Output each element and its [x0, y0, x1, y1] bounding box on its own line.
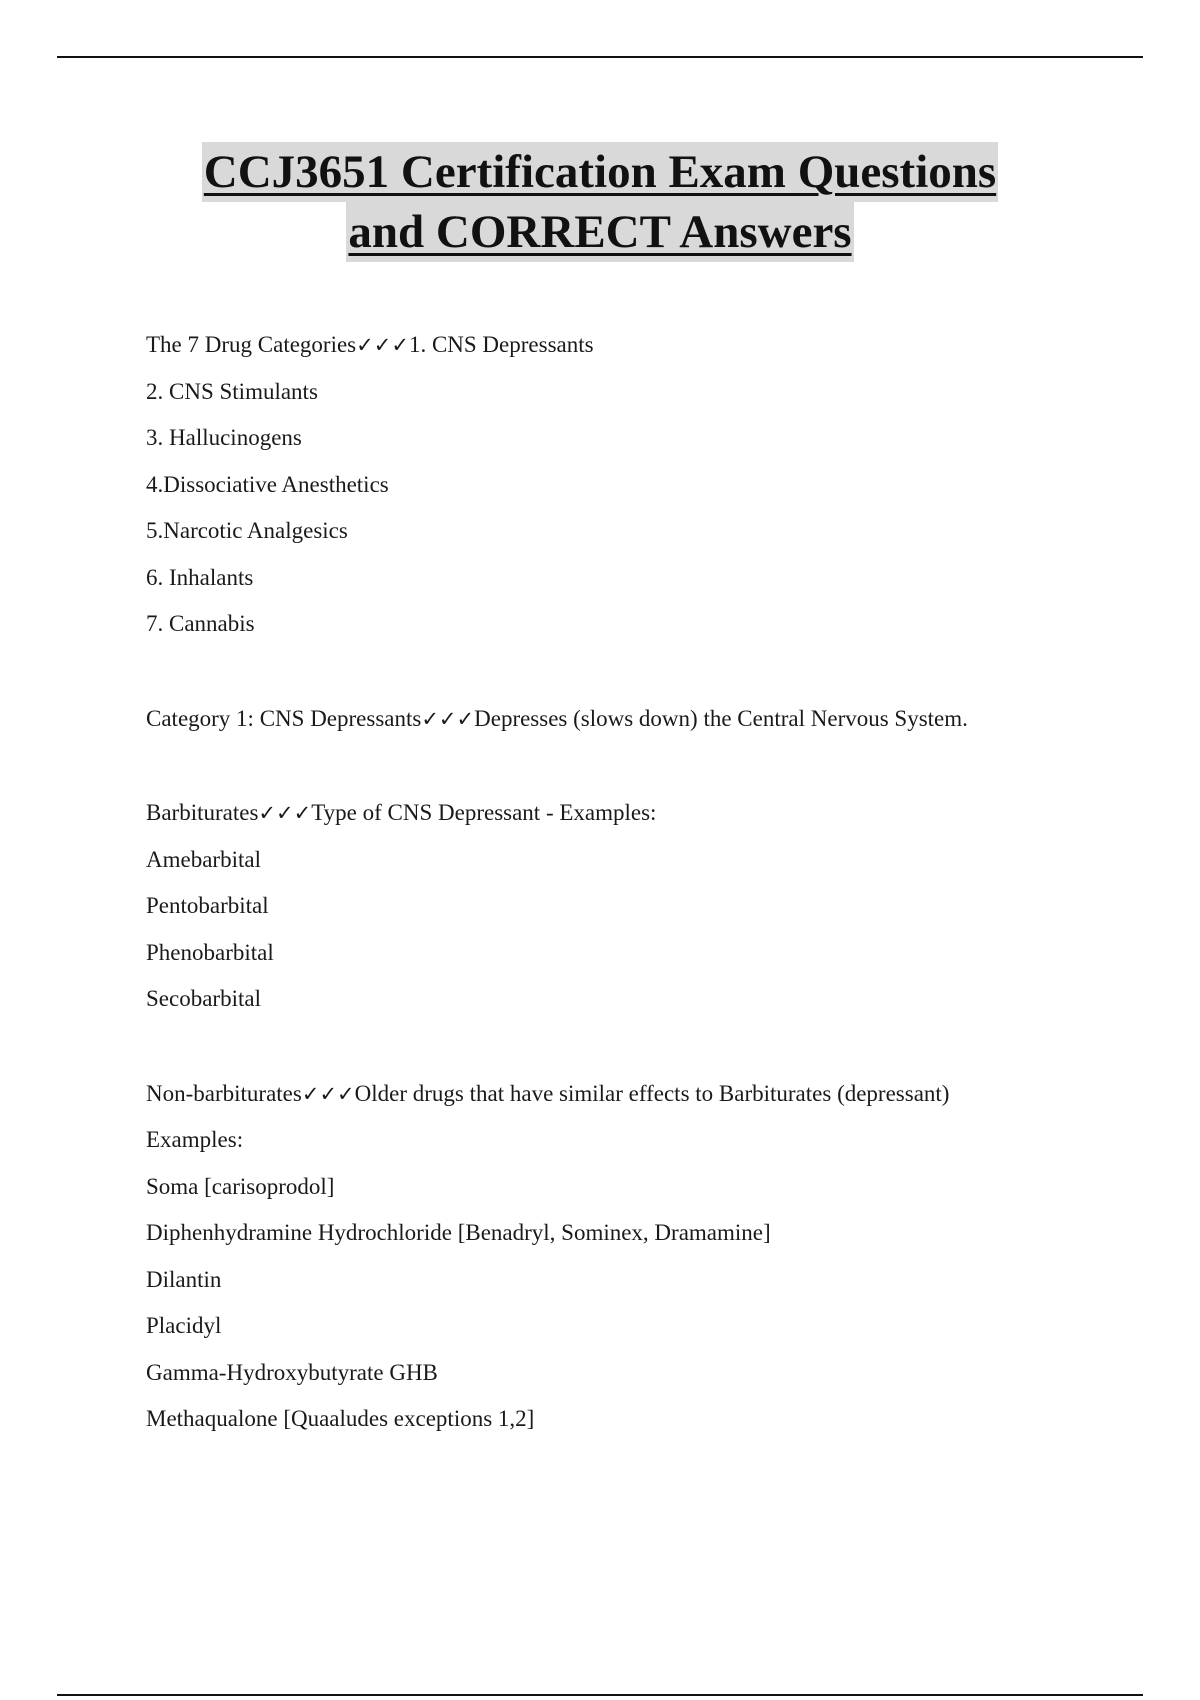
answer-line: 5.Narcotic Analgesics — [146, 518, 348, 543]
answer-line: Soma [carisoprodol] — [146, 1173, 335, 1199]
answer-line: Examples: — [146, 1127, 244, 1152]
document-title — [0, 142, 1200, 262]
answer: 1. CNS Depressants — [408, 332, 594, 357]
answer-line: Gamma-Hydroxybutyrate GHB — [146, 1359, 438, 1385]
document-body — [146, 330, 1146, 1451]
check-mark-icon: ✓✓✓ — [301, 1081, 355, 1106]
title-line-1: CCJ3651 Certification Exam Questions — [202, 142, 998, 202]
question-line — [146, 704, 1146, 751]
answer-line: Dilantin — [146, 1266, 222, 1292]
answer: Depresses (slows down) the Central Nervous System. — [474, 705, 968, 731]
answer: Older drugs that have similar effects to Barbiturates (depressant) — [354, 1080, 950, 1106]
answer-line: Amebarbital — [146, 846, 261, 872]
answer-line: Pentobarbital — [146, 893, 269, 918]
check-mark-icon: ✓✓✓ — [356, 333, 409, 357]
question-line — [146, 798, 1146, 845]
qa-block-barbiturates — [146, 798, 1146, 1031]
answer-line: Diphenhydramine Hydrochloride [Benadryl, Sominex, Dramamine] — [146, 1220, 771, 1245]
header-rule — [57, 56, 1143, 58]
answer-line: 6. Inhalants — [146, 564, 254, 590]
answer-line: 4.Dissociative Anesthetics — [146, 471, 389, 497]
check-mark-icon: ✓✓✓ — [421, 706, 475, 731]
footer-rule — [57, 1694, 1143, 1696]
qa-block-category-1 — [146, 704, 1146, 751]
answer-line: 3. Hallucinogens — [146, 425, 302, 450]
term: Category 1: CNS Depressants — [146, 705, 422, 731]
qa-block-drug-categories — [146, 330, 1146, 656]
question-line — [146, 1079, 1146, 1126]
check-mark-icon: ✓✓✓ — [258, 801, 312, 825]
answer-line: 2. CNS Stimulants — [146, 378, 318, 404]
question-line — [146, 330, 1146, 377]
answer-line: Secobarbital — [146, 986, 261, 1011]
answer-line: Placidyl — [146, 1313, 222, 1338]
answer: Type of CNS Depressant - Examples: — [311, 800, 657, 825]
answer-line: 7. Cannabis — [146, 611, 255, 636]
answer-line: Phenobarbital — [146, 939, 274, 965]
qa-block-non-barbiturates — [146, 1079, 1146, 1451]
answer-line: Methaqualone [Quaaludes exceptions 1,2] — [146, 1406, 535, 1431]
title-line-2: and CORRECT Answers — [346, 202, 853, 262]
term: Non-barbiturates — [146, 1080, 302, 1106]
term: Barbiturates — [146, 800, 259, 825]
term: The 7 Drug Categories — [146, 332, 357, 357]
